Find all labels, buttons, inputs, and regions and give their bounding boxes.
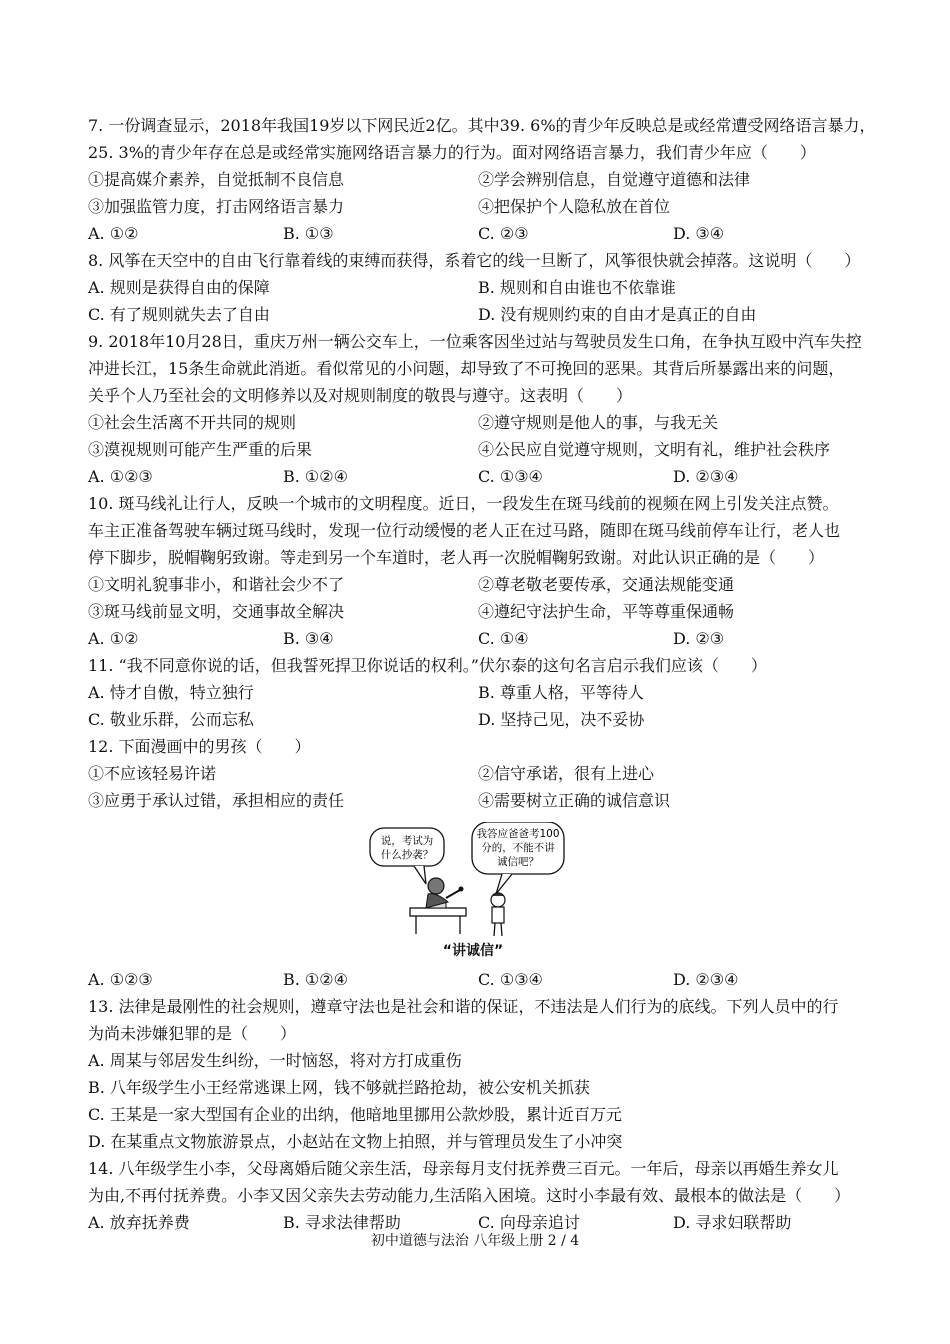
bubble-tail-right [496, 874, 512, 894]
question-stem: 13. 法律是最刚性的社会规则，遵章守法也是社会和谐的保证，不违法是人们行为的底线。下列人员中的行 [88, 997, 839, 1016]
statement: ②遵守规则是他人的事，与我无关 [478, 413, 719, 432]
statement: ③斑马线前显文明，交通事故全解决 [88, 602, 345, 621]
statement: ①文明礼貌事非小，和谐社会少不了 [88, 575, 345, 594]
question-8 [88, 247, 868, 328]
question-stem: 停下脚步，脱帽鞠躬致谢。等走到另一个车道时，老人再一次脱帽鞠躬致谢。对此认识正确的是（ ） [88, 548, 825, 567]
desk-top [410, 908, 466, 916]
choice-c: C. 敬业乐群，公而忘私 [88, 710, 254, 729]
statement: ①社会生活离不开共同的规则 [88, 413, 297, 432]
bubble-right-line-3: 诚信吧？ [497, 856, 539, 868]
choice-a: A. ①②③ [88, 467, 153, 486]
choice-b: B. 规则和自由谁也不依靠谁 [478, 278, 676, 297]
choice-b: B. 尊重人格，平等待人 [478, 683, 644, 702]
choice-a: A. 规则是获得自由的保障 [88, 278, 270, 297]
question-stem: 10. 斑马线礼让行人，反映一个城市的文明程度。近日，一段发生在斑马线前的视频在网上引发关注点赞。 [88, 494, 839, 513]
question-stem: 25. 3%的青少年存在总是或经常实施网络语言暴力的行为。面对网络语言暴力，我们青少年应（ ） [88, 143, 816, 162]
choice-b: B. ①③ [283, 224, 334, 243]
choice-b: B. 八年级学生小王经常逃课上网，钱不够就拦路抢劫，被公安机关抓获 [88, 1078, 590, 1097]
choice-d: D. 没有规则约束的自由才是真正的自由 [478, 305, 757, 324]
bubble-right-line-2: 分的，不能不讲 [481, 842, 555, 854]
comic-caption: “讲诚信” [442, 943, 504, 959]
statement: ③应勇于承认过错，承担相应的责任 [88, 791, 345, 810]
boy-figure [491, 893, 505, 936]
question-10 [88, 490, 868, 652]
question-stem: 为由,不再付抚养费。小李又因父亲失去劳动能力,生活陷入困境。这时小李最有效、最根本的做法是（ ） [88, 1186, 851, 1205]
choice-d: D. 坚持己见，决不妥协 [478, 710, 645, 729]
statement: ②信守承诺，很有上进心 [478, 764, 655, 783]
statement: ③漠视规则可能产生严重的后果 [88, 440, 313, 459]
statement: ④把保护个人隐私放在首位 [478, 197, 671, 216]
choice-b: B. ①②④ [283, 970, 348, 989]
choice-d: D. ②③④ [673, 467, 739, 486]
question-stem: 9. 2018年10月28日，重庆万州一辆公交车上，一位乘客因坐过站与驾驶员发生口角，在争执互殴中汽车失控 [88, 332, 862, 351]
choice-a: A. 周某与邻居发生纠纷，一时恼怒，将对方打成重伤 [88, 1051, 462, 1070]
choice-c: C. ①④ [478, 629, 529, 648]
choice-b: B. ③④ [283, 629, 334, 648]
choice-c: C. 有了规则就失去了自由 [88, 305, 270, 324]
question-stem: 12. 下面漫画中的男孩（ ） [88, 737, 311, 756]
choice-d: D. 寻求妇联帮助 [673, 1213, 792, 1232]
question-13 [88, 993, 868, 1155]
question-9 [88, 328, 868, 490]
choice-d: D. ③④ [673, 224, 725, 243]
question-stem: 8. 风筝在天空中的自由飞行靠着线的束缚而获得，系着它的线一旦断了，风筝很快就会掉落。这说明（ ） [88, 251, 861, 270]
choice-c: C. ①③④ [478, 467, 543, 486]
statement: ④公民应自觉遵守规则，文明有礼，维护社会秩序 [478, 440, 831, 459]
statement: ③加强监管力度，打击网络语言暴力 [88, 197, 345, 216]
question-stem: 为尚未涉嫌犯罪的是（ ） [88, 1024, 297, 1043]
choice-c: C. ①③④ [478, 970, 543, 989]
question-stem: 关乎个人乃至社会的文明修养以及对规则制度的敬畏与遵守。这表明（ ） [88, 386, 633, 405]
choice-a: A. 放弃抚养费 [88, 1213, 190, 1232]
question-stem: 车主正准备驾驶车辆过斑马线时，发现一位行动缓慢的老人正在过马路，随即在斑马线前停车让行，老人也 [88, 521, 841, 540]
choice-d: D. ②③ [673, 629, 725, 648]
choice-b: B. ①②④ [283, 467, 348, 486]
bubble-left-line-1: 说，考试为 [380, 835, 434, 847]
choice-c: C. ②③ [478, 224, 529, 243]
statement: ①提高媒介素养，自觉抵制不良信息 [88, 170, 345, 189]
choice-a: A. ①② [88, 224, 139, 243]
question-12 [88, 733, 868, 993]
page-footer: 初中道德与法治 八年级上册 2 / 4 [370, 1233, 580, 1249]
choice-c: C. 向母亲追讨 [478, 1213, 580, 1232]
choice-a: A. ①② [88, 629, 139, 648]
statement: ①不应该轻易许诺 [88, 764, 217, 783]
choice-c: C. 王某是一家大型国有企业的出纳，他暗地里挪用公款炒股，累计近百万元 [88, 1105, 622, 1124]
question-stem: 14. 八年级学生小李，父母离婚后随父亲生活，母亲每月支付抚养费三百元。一年后，母亲以再婚生养女儿 [88, 1159, 839, 1178]
comic-illustration [88, 822, 868, 962]
choice-d: D. 在某重点文物旅游景点，小赵站在文物上拍照，并与管理员发生了小冲突 [88, 1132, 623, 1151]
choice-a: A. ①②③ [88, 970, 153, 989]
bubble-right-line-1: 我答应爸爸考100 [476, 828, 560, 840]
question-7 [88, 112, 876, 247]
question-stem: 7. 一份调查显示，2018年我国19岁以下网民近2亿。其中39. 6%的青少年反映总是或经常遭受网络语言暴力， [88, 116, 876, 135]
comic-drawing [368, 822, 578, 940]
statement: ②学会辨别信息，自觉遵守道德和法律 [478, 170, 751, 189]
statement: ②尊老敬老要传承，交通法规能变通 [478, 575, 735, 594]
choice-b: B. 寻求法律帮助 [283, 1213, 401, 1232]
question-stem: 11. “我不同意你说的话，但我誓死捍卫你说话的权利。”伏尔泰的这句名言启示我们应该（ ） [88, 656, 767, 675]
question-stem: 冲进长江，15条生命就此消逝。看似常见的小问题，却导致了不可挽回的恶果。其背后所暴露出来的问题， [88, 359, 845, 378]
statement: ④遵纪守法护生命，平等尊重保通畅 [478, 602, 735, 621]
bubble-left-line-2: 什么抄袭？ [380, 849, 434, 861]
bubble-tail-left [414, 866, 426, 884]
choice-d: D. ②③④ [673, 970, 739, 989]
question-14 [88, 1155, 868, 1236]
question-11 [88, 652, 868, 733]
exam-page [88, 112, 876, 1236]
statement: ④需要树立正确的诚信意识 [478, 791, 671, 810]
choice-a: A. 恃才自傲，特立独行 [88, 683, 254, 702]
